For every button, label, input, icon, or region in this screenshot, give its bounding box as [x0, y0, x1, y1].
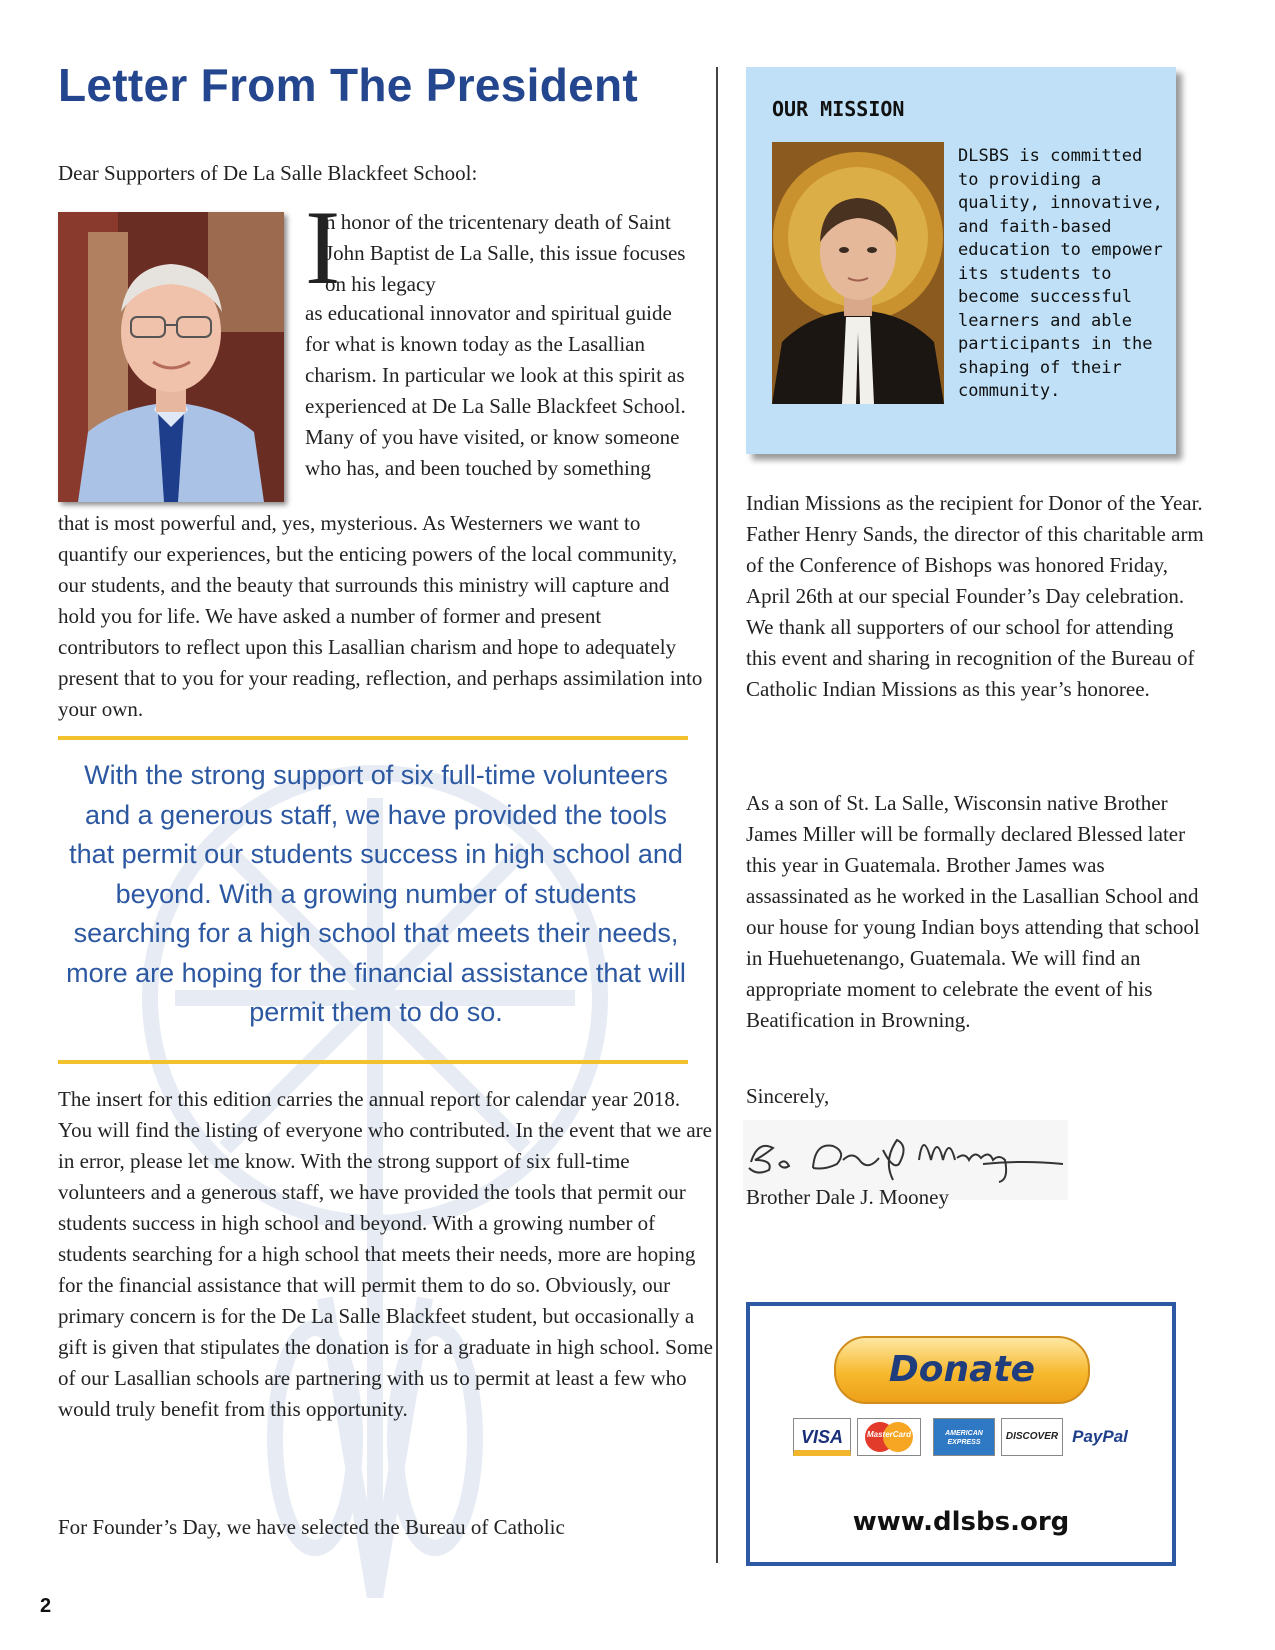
payment-cards: [793, 1418, 1133, 1456]
mission-statement: DLSBS is committed to providing a quality, innovative, and faith-based education to empower its students to become successful learners and able participants in the shaping of their community.: [958, 146, 1163, 401]
mission-title: OUR MISSION: [772, 97, 905, 121]
donor-of-year-paragraph: Indian Missions as the recipient for Donor of the Year. Father Henry Sands, the director of this charitable arm of the Conference of Bishops was honored Friday, April 26th at our special Founder’s Day celebration. We thank all supporters of our school for attending this event and sharing in recognition of the Bureau of Catholic Indian Missions as this year’s honoree.: [746, 491, 1204, 701]
beatification-paragraph: As a son of St. La Salle, Wisconsin native Brother James Miller will be formally declared Blessed later this year in Guatemala. Brother James was assassinated as he worked in the Lasallian School and our house for young Indian boys attending that school in Huehuetenango, Guatemala. We will find an appropriate moment to celebrate the event of his Beatification in Browning.: [746, 791, 1200, 1032]
closing: Sincerely,: [746, 1084, 830, 1108]
pull-quote: With the strong support of six full-time volunteers and a generous staff, we have provided the tools that permit our students success in high school and beyond. With a growing number of students searching for a high school that meets their needs, more are hoping for the financial assistance that will permit them to do so.: [66, 760, 686, 1027]
president-photo: [58, 212, 284, 502]
salutation: Dear Supporters of De La Salle Blackfeet School:: [58, 161, 478, 185]
annual-report-paragraph: The insert for this edition carries the annual report for calendar year 2018. You will find the listing of everyone who contributed. In the event that we are in error, please let me know. With the strong support of six full-time volunteers and a generous staff, we have provided the tools that permit our students success in high school and beyond. With a growing number of students searching for a high school that meets their needs, more are hoping for the financial assistance that will permit them to do so. Obviously, our primary concern is for the De La Salle Blackfeet student, but occasionally a gift is given that stipulates the donation is for a graduate in high school. Some of our Lasallian schools are partnering with us to permit at least a few who would truly benefit from this opportunity.: [58, 1087, 713, 1421]
donate-button[interactable]: Donate: [834, 1336, 1090, 1404]
intro-full-lines: that is most powerful and, yes, mysterious. As Westerners we want to quantify our experiences, but the enticing powers of the local community, our students, and the beauty that surrounds this ministry will capture and hold you for life. We have asked a number of former and present contributors to reflect upon this Lasallian charism and hope to adequately present that to you for your reading, reflection, and perhaps assimilation into your own.: [58, 511, 703, 721]
page-title: Letter From The President: [58, 59, 639, 111]
pull-quote-top-rule: [58, 736, 688, 740]
intro-wrap-lines: as educational innovator and spiritual guide for what is known today as the Lasallian charism. In particular we look at this spirit as experienced at De La Salle Blackfeet School. Many of you have visited, or know someone who has, and been touched by something: [305, 301, 686, 480]
amex-icon: AMERICAN EXPRESS: [933, 1418, 995, 1456]
drop-cap: I: [305, 189, 341, 306]
paypal-icon: PayPal: [1072, 1427, 1128, 1446]
mastercard-icon: [857, 1418, 921, 1456]
page-number: 2: [40, 1595, 52, 1617]
mission-box: [746, 67, 1176, 454]
website-url[interactable]: www.dlsbs.org: [746, 1492, 1176, 1566]
visa-icon: VISA: [793, 1418, 851, 1456]
intro-lead-lines: n honor of the tricentenary death of Saint John Baptist de La Salle, this issue focuses on his legacy: [325, 210, 686, 296]
mastercard-label: MasterCard: [866, 1430, 911, 1439]
saint-portrait-image: [772, 142, 944, 404]
saint-portrait: [772, 142, 944, 404]
president-portrait-image: [58, 212, 284, 502]
pull-quote-bottom-rule: [58, 1060, 688, 1064]
discover-icon: DISCOVER: [1001, 1418, 1063, 1456]
donate-box: [746, 1302, 1176, 1500]
founders-day-paragraph: For Founder’s Day, we have selected the Bureau of Catholic: [58, 1515, 565, 1539]
signer-name: Brother Dale J. Mooney: [746, 1185, 949, 1209]
column-divider: [716, 67, 718, 1563]
